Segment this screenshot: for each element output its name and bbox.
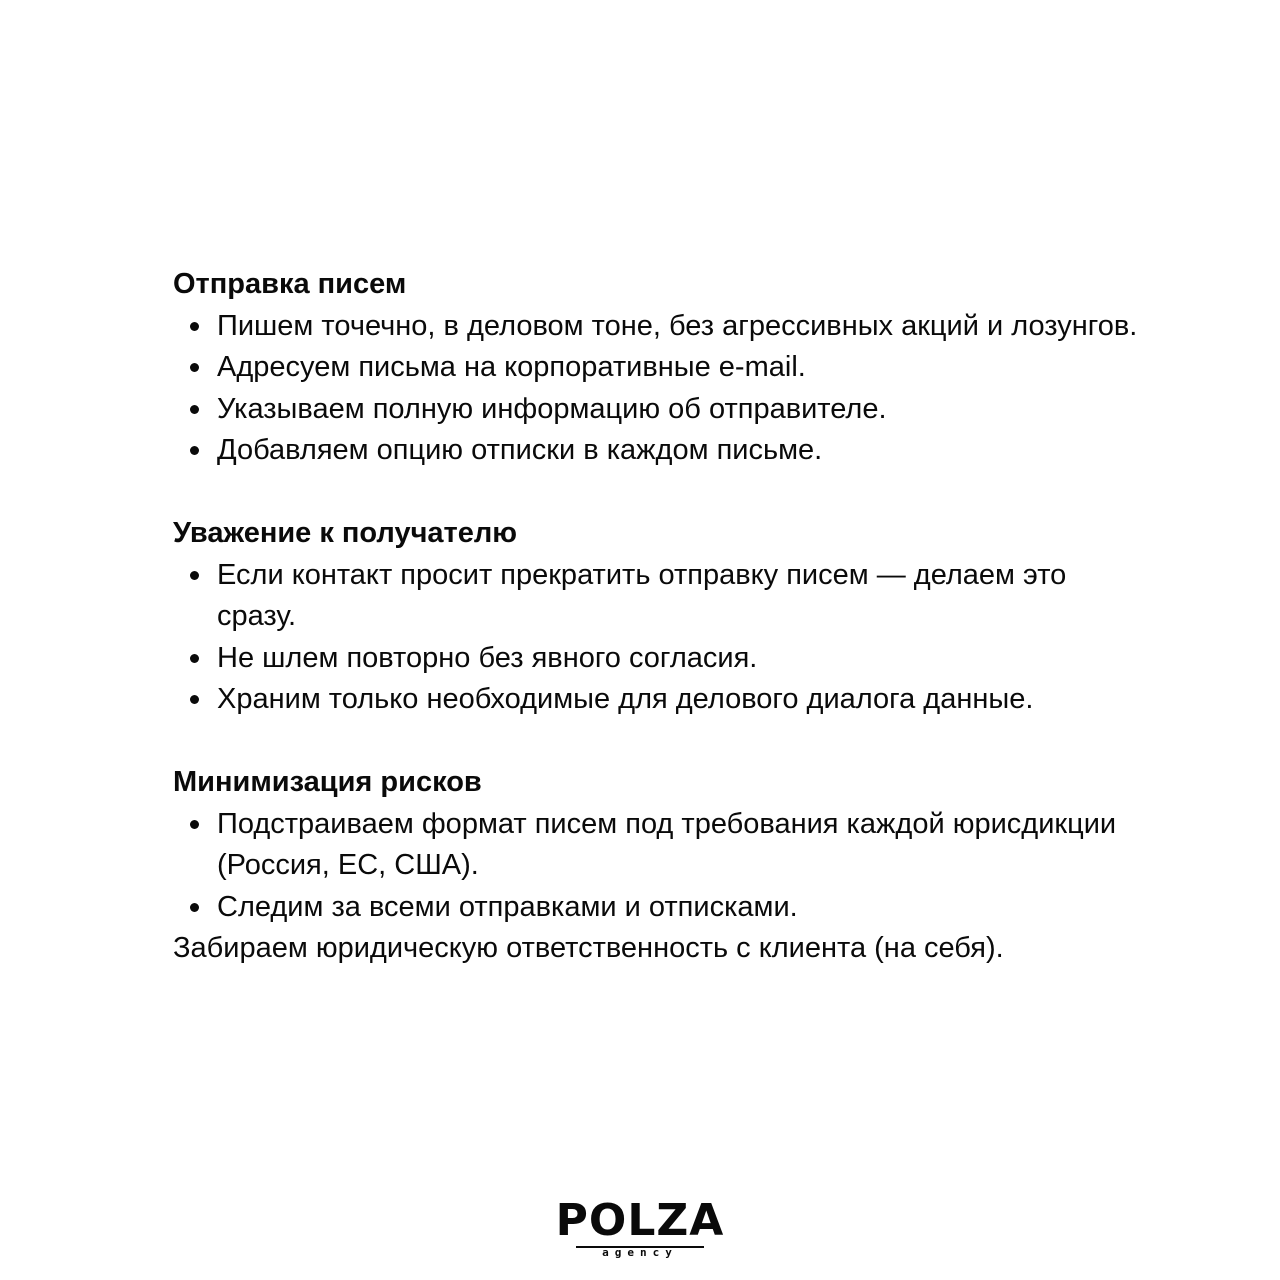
list-item-text: Подстраиваем формат писем под требования каждой юрисдикции (Россия, ЕС, США). (217, 807, 1117, 881)
section-title: Отправка писем (173, 268, 407, 300)
logo-subtitle: agency (602, 1246, 678, 1259)
bullet-dot-icon (190, 695, 199, 704)
list-item-text: Не шлем повторно без явного согласия. (217, 641, 758, 674)
bullet-dot-icon (190, 405, 199, 414)
bullet-dot-icon (190, 322, 199, 331)
list-item-text: Следим за всеми отправками и отписками. (217, 890, 798, 923)
section-risk-minimization (173, 762, 1153, 970)
bullet-list (173, 555, 1153, 721)
list-item-text: Пишем точечно, в деловом тоне, без агрессивных акций и лозунгов. (217, 309, 1138, 342)
list-item-text: Если контакт просит прекратить отправку писем — делаем это сразу. (217, 558, 1067, 632)
list-item-text: Указываем полную информацию об отправителе. (217, 392, 887, 425)
bullet-list (173, 306, 1153, 472)
section-title: Минимизация рисков (173, 766, 482, 798)
list-item (173, 389, 1153, 431)
logo-subline (544, 1244, 736, 1260)
list-item (173, 679, 1153, 721)
section-respect (173, 513, 1153, 721)
bullet-list (173, 804, 1153, 929)
bullet-dot-icon (190, 446, 199, 455)
list-item (173, 638, 1153, 680)
logo-wordmark: POLZA (555, 1195, 725, 1246)
polza-agency-logo (544, 1195, 736, 1262)
bullet-dot-icon (190, 654, 199, 663)
list-item-text: Добавляем опцию отписки в каждом письме. (217, 434, 823, 466)
section-title: Уважение к получателю (173, 517, 518, 549)
bullet-dot-icon (190, 363, 199, 372)
list-item-text: Адресуем письма на корпоративные e-mail. (217, 351, 806, 383)
bullet-dot-icon (190, 903, 199, 912)
list-item (173, 804, 1153, 887)
list-item-text: Храним только необходимые для делового диалога данные. (217, 683, 1034, 715)
document-body (173, 264, 1153, 970)
list-item (173, 555, 1153, 638)
bullet-dot-icon (190, 571, 199, 580)
list-item (173, 887, 1153, 929)
bullet-dot-icon (190, 820, 199, 829)
section-sending (173, 264, 1153, 472)
list-item (173, 430, 1153, 472)
list-item (173, 306, 1153, 348)
list-item (173, 347, 1153, 389)
closing-note: Забираем юридическую ответственность с клиента (на себя). (173, 932, 1004, 964)
